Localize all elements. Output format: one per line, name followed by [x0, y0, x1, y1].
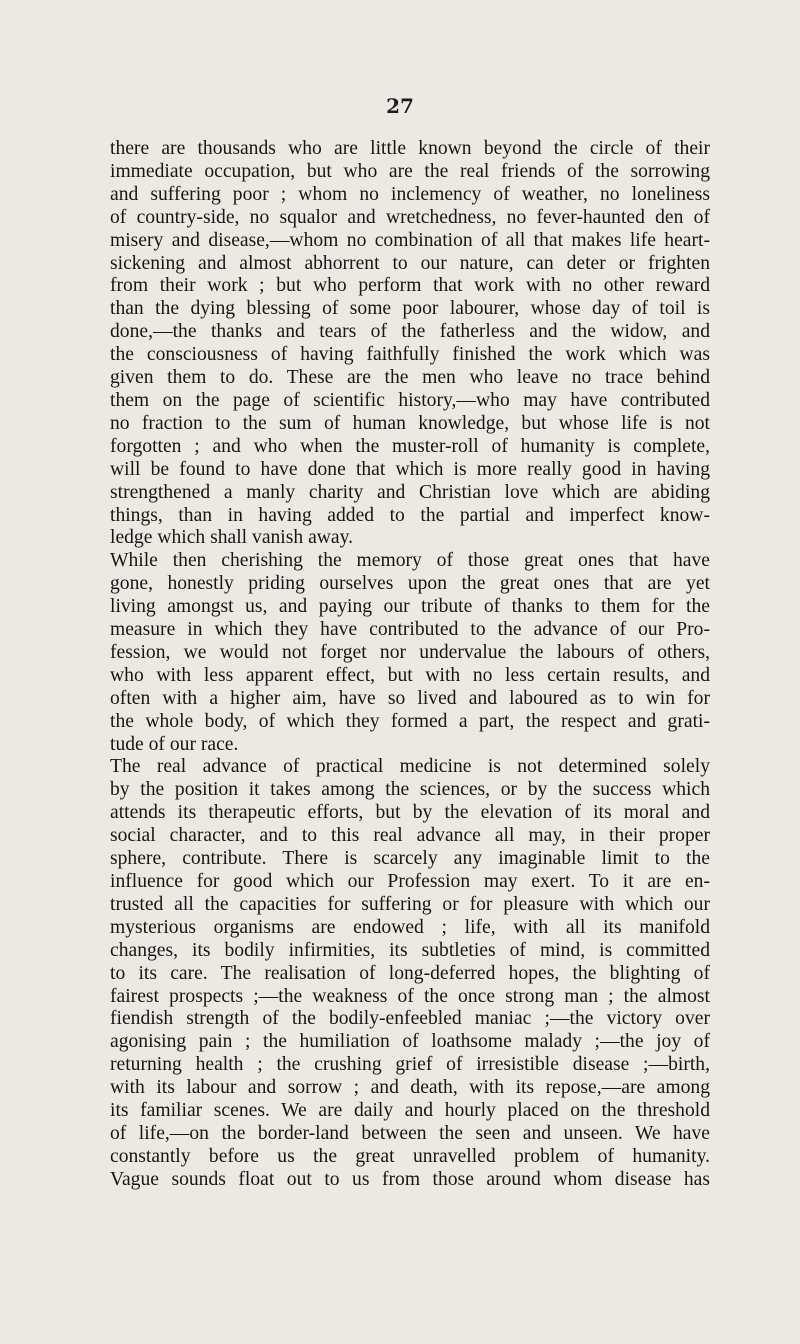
- text-line: with its labour and sorrow ; and death, with its repose,—are among: [110, 1077, 710, 1099]
- text-line: measure in which they have contributed to the advance of our Pro-: [110, 619, 710, 641]
- text-line: constantly before us the great unravelled problem of humanity.: [110, 1145, 710, 1167]
- text-line: influence for good which our Profession may exert. To it are en-: [110, 871, 710, 892]
- text-line: things, than in having added to the partial and imperfect know-: [110, 504, 710, 526]
- text-line: given them to do. These are the men who leave no trace behind: [110, 367, 710, 389]
- text-line: fession, we would not forget nor undervalue the labours of others,: [110, 641, 710, 663]
- text-line: agonising pain ; the humiliation of loathsome malady ;—the joy of: [110, 1031, 710, 1053]
- text-line: the whole body, of which they formed a part, the respect and grati-: [110, 710, 710, 732]
- text-line: fairest prospects ;—the weakness of the once strong man ; the almost: [110, 985, 710, 1007]
- text-line: there are thousands who are little known beyond the circle of their: [110, 138, 710, 159]
- text-line: them on the page of scientific history,—who may have contributed: [110, 389, 710, 411]
- text-line: strengthened a manly charity and Christian love which are abiding: [110, 481, 710, 503]
- text-line: social character, and to this real advance all may, in their proper: [110, 825, 710, 847]
- text-line: no fraction to the sum of human knowledge, but whose life is not: [110, 412, 710, 434]
- body-text: [110, 138, 710, 1192]
- text-line: immediate occupation, but who are the real friends of the sorrowing: [110, 160, 710, 182]
- text-line: returning health ; the crushing grief of irresistible disease ;—birth,: [110, 1054, 710, 1076]
- text-line: than the dying blessing of some poor labourer, whose day of toil is: [110, 298, 710, 320]
- text-line: from their work ; but who perform that work with no other reward: [110, 275, 710, 297]
- text-line: and suffering poor ; whom no inclemency of weather, no loneliness: [110, 183, 710, 205]
- text-line: will be found to have done that which is more really good in having: [110, 458, 710, 480]
- text-line: While then cherishing the memory of those great ones that have: [110, 550, 710, 572]
- text-line: changes, its bodily infirmities, its subtleties of mind, is committed: [110, 939, 710, 961]
- text-line: who with less apparent effect, but with no less certain results, and: [110, 664, 710, 686]
- text-line: by the position it takes among the sciences, or by the success which: [110, 779, 710, 801]
- text-line: forgotten ; and who when the muster-roll of humanity is complete,: [110, 435, 710, 457]
- paragraph-2: [110, 550, 710, 756]
- text-line: living amongst us, and paying our tribute of thanks to them for the: [110, 596, 710, 618]
- text-line: The real advance of practical medicine is not determined solely: [110, 756, 710, 778]
- page-number: 27: [386, 94, 414, 118]
- text-line: often with a higher aim, have so lived and laboured as to win for: [110, 687, 710, 709]
- text-line: attends its therapeutic efforts, but by the elevation of its moral and: [110, 802, 710, 824]
- text-line: trusted all the capacities for suffering or for pleasure with which our: [110, 893, 710, 915]
- text-line: Vague sounds float out to us from those around whom disease has: [110, 1168, 710, 1190]
- text-line: ledge which shall vanish away.: [110, 527, 354, 549]
- text-line: fiendish strength of the bodily-enfeebled maniac ;—the victory over: [110, 1008, 710, 1030]
- text-line: sickening and almost abhorrent to our nature, can deter or frighten: [110, 252, 710, 274]
- text-line: gone, honestly priding ourselves upon the great ones that are yet: [110, 573, 710, 595]
- text-line: sphere, contribute. There is scarcely any imaginable limit to the: [110, 848, 710, 870]
- text-line: mysterious organisms are endowed ; life, with all its manifold: [110, 916, 710, 938]
- text-line: of country-side, no squalor and wretchedness, no fever-haunted den of: [110, 206, 710, 228]
- text-line: tude of our race.: [110, 733, 239, 755]
- paragraph-1: [110, 138, 710, 550]
- text-line: the consciousness of having faithfully finished the work which was: [110, 344, 710, 366]
- paragraph-3: [110, 756, 710, 1191]
- text-line: misery and disease,—whom no combination of all that makes life heart-: [110, 229, 710, 251]
- text-line: done,—the thanks and tears of the fatherless and the widow, and: [110, 321, 710, 343]
- text-line: its familiar scenes. We are daily and hourly placed on the threshold: [110, 1100, 710, 1122]
- text-line: of life,—on the border-land between the seen and unseen. We have: [110, 1122, 710, 1144]
- text-line: to its care. The realisation of long-deferred hopes, the blighting of: [110, 962, 710, 984]
